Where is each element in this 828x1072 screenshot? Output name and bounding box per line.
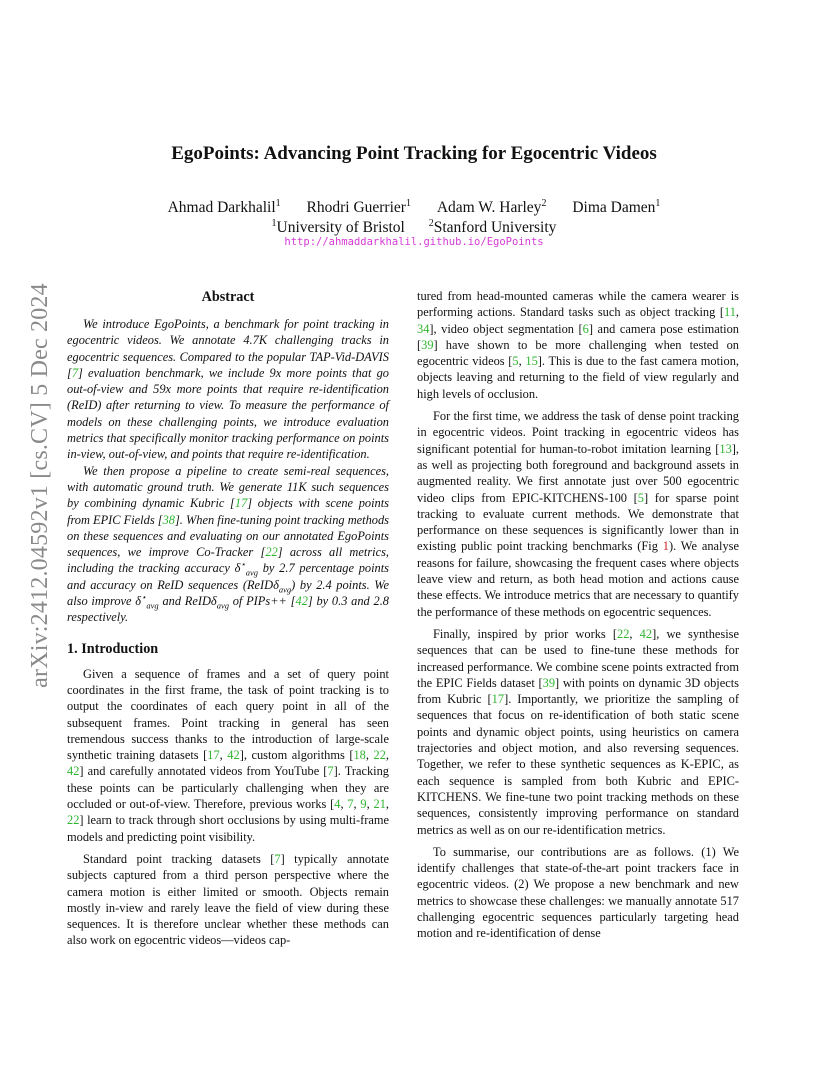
body-paragraph: Standard point tracking datasets [7] typically annotate subjects captured from a third person perspective where the camera motion is either limited or smooth. Objects remain mostly in-view and rarely leave the field of view during these sequences. It is therefore unclear whether these methods can also work on egocentric videos—videos cap- bbox=[67, 851, 389, 948]
body-paragraph: Finally, inspired by prior works [22, 42], we synthesise sequences that can be used to fine-tune these methods for increased performance. We combine scene points extracted from the EPIC Fields dataset [39] with points on dynamic 3D objects from Kubric [17]. Importantly, we prioritize the sampling of sequences that focus on re-identification of both static scene points and dynamic object points, using heuristics on camera trajectories and object motion, and also reversing sequences. Together, we refer to these synthetic sequences as K-EPIC, as each sequence is sampled from both Kubric and EPIC-KITCHENS. We fine-tune two point tracking methods on these sequences, consistently improving performance on standard metrics as well as on our re-identification metrics. bbox=[417, 626, 739, 837]
arxiv-identifier-text: arXiv:2412.04592v1 [cs.CV] 5 Dec 2024 bbox=[26, 282, 53, 688]
affiliation: $^1$University of Bristol bbox=[271, 218, 405, 237]
author: Dima Damen$^1$ bbox=[572, 198, 661, 217]
introduction-heading: 1. Introduction bbox=[67, 640, 159, 657]
project-url-link[interactable]: http://ahmaddarkhalil.github.io/EgoPoints bbox=[284, 236, 544, 248]
paper-title: EgoPoints: Advancing Point Tracking for Egocentric Videos bbox=[171, 143, 657, 164]
left-column bbox=[67, 288, 389, 949]
body-paragraph: To summarise, our contributions are as follows. (1) We identify challenges that state-of-the-art point trackers face in egocentric videos. (2) We propose a new benchmark and new metrics to showcase these challenges: we manually annotate 517 challenging egocentric sequences particularly targeting head motion and re-identification of dense bbox=[417, 844, 739, 941]
arxiv-identifier-stamp bbox=[22, 282, 58, 688]
right-column bbox=[417, 288, 739, 942]
abstract-paragraph: We introduce EgoPoints, a benchmark for point tracking in egocentric videos. We annotate 4.7K challenging tracks in egocentric sequences. Compared to the popular TAP-Vid-DAVIS [7] evaluation benchmark, we include 9x more points that go out-of-view and 59x more points that require re-identification (ReID) after returning to view. To measure the performance of models on these challenging points, we introduce evaluation metrics that specifically monitor tracking performance on points in-view, out-of-view, and points that require re-identification. bbox=[67, 317, 389, 462]
body-paragraph: tured from head-mounted cameras while the camera wearer is performing actions. Standard tasks such as object tracking [11, 34], video object segmentation [6] and camera pose estimation [39] have shown to be more challenging when tested on egocentric videos [5, 15]. This is due to the fast camera motion, objects leaving and returning to the field of view regularly and high levels of occlusion. bbox=[417, 289, 739, 401]
author: Rhodri Guerrier$^1$ bbox=[306, 198, 411, 217]
affiliation-list bbox=[0, 214, 828, 238]
body-paragraph: For the first time, we address the task of dense point tracking in egocentric videos. Point tracking in egocentric videos has significant potential for human-to-robot imitation learning [13], as well as projecting both foreground and background assets in augmented reality. We first annotate just over 500 egocentric video clips from EPIC-KITCHENS-100 [5] for sparse point tracking to evaluate current methods. We demonstrate that performance on these sequences is significantly lower than in existing public point tracking benchmarks (Fig 1). We analyse reasons for failure, showcasing the frequent cases where objects leave view and return, as both head motion and actions cause these effects. We introduce metrics that are necessary to quantify the performance of these methods on egocentric sequences. bbox=[417, 409, 740, 619]
author: Ahmad Darkhalil$^1$ bbox=[167, 198, 281, 217]
affiliation: $^2$Stanford University bbox=[428, 218, 557, 237]
abstract-paragraph: We then propose a pipeline to create semi-real sequences, with automatic ground truth. We generate 11K such sequences by combining dynamic Kubric [17] objects with scene points from EPIC Fields [38]. When fine-tuning point tracking methods on these sequences and evaluating on our annotated EgoPoints sequences, we improve Co-Tracker [22] across all metrics, including the tracking accuracy $\delta^⋆_{avg}$ by 2.7 percentage points and accuracy on ReID sequences (ReIDδ$_{avg}$) by 2.4 points. We also improve $\delta^⋆_{avg}$ and ReIDδ$_{avg}$ of PIPs++ [42] by 0.3 and 2.8 respectively. bbox=[67, 463, 390, 625]
abstract-heading: Abstract bbox=[201, 289, 255, 305]
author: Adam W. Harley$^2$ bbox=[436, 198, 547, 217]
body-paragraph: Given a sequence of frames and a set of query point coordinates in the first frame, the task of point tracking is to output the coordinates of each query point in all of the subsequent frames. Point tracking in general has seen tremendous success thanks to the introduction of large-scale synthetic training datasets [17, 42], custom algorithms [18, 22, 42] and carefully annotated videos from YouTube [7]. Tracking these points can be particularly challenging when they are occluded or out-of-view. Therefore, previous works [4, 7, 9, 21, 22] learn to track through short occlusions by using multi-frame models and predicting point visibility. bbox=[67, 666, 389, 844]
